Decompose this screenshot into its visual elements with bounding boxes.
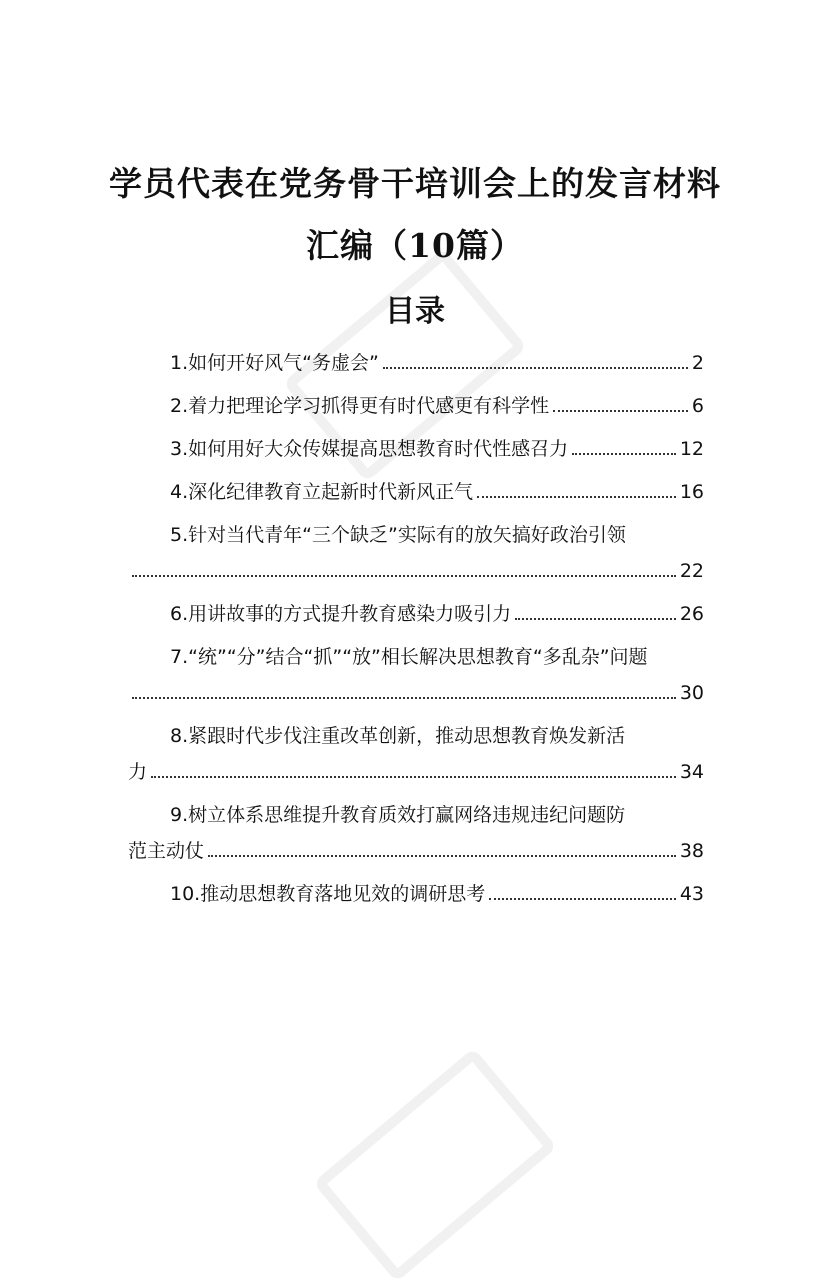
toc-entry-title-continued: 力 — [128, 761, 148, 783]
document-title-line-1: 学员代表在党务骨干培训会上的发言材料 — [109, 164, 721, 203]
toc-entry-title-continued: 范主动仗 — [128, 840, 205, 862]
toc-leader-dots — [489, 898, 676, 900]
toc-entry-title: 8.紧跟时代步伐注重改革创新，推动思想教育焕发新活 — [170, 725, 626, 747]
document-title-line-2: 汇编（10篇） — [306, 226, 524, 265]
toc-entry-5[interactable] — [128, 517, 704, 589]
toc-entry-title: 6.用讲故事的方式提升教育感染力吸引力 — [170, 603, 512, 625]
toc-entry-8[interactable] — [128, 718, 704, 790]
toc-page-number: 38 — [679, 840, 704, 862]
toc-page-number: 26 — [679, 603, 704, 625]
toc-page-number: 6 — [691, 395, 704, 417]
toc-entry-title: 5.针对当代青年“三个缺乏”实际有的放矢搞好政治引领 — [170, 524, 626, 546]
toc-entry-9[interactable] — [128, 797, 704, 869]
toc-leader-dots — [572, 453, 676, 455]
toc-entry-title: 10.推动思想教育落地见效的调研思考 — [170, 883, 486, 905]
toc-entry-title: 2.着力把理论学习抓得更有时代感更有科学性 — [170, 395, 550, 417]
toc-page-number: 22 — [679, 560, 704, 582]
watermark — [313, 1048, 557, 1282]
toc-leader-dots — [477, 496, 676, 498]
toc-page-number: 2 — [691, 352, 704, 374]
toc-heading: 目录 — [385, 294, 445, 329]
toc-page-number: 43 — [679, 883, 704, 905]
toc-entry-3[interactable] — [128, 431, 704, 467]
toc-entry-1[interactable] — [128, 345, 704, 381]
toc-entry-7[interactable] — [128, 639, 704, 711]
toc-leader-dots — [553, 410, 688, 412]
toc-entry-2[interactable] — [128, 388, 704, 424]
toc-entry-title: 7.“统”“分”结合“抓”“放”相长解决思想教育“多乱杂”问题 — [170, 646, 648, 668]
toc-page-number: 34 — [679, 761, 704, 783]
toc-entry-6[interactable] — [128, 596, 704, 632]
toc-entry-title: 4.深化纪律教育立起新时代新风正气 — [170, 481, 474, 503]
table-of-contents — [128, 345, 704, 912]
toc-leader-dots — [132, 697, 676, 699]
toc-entry-title: 3.如何用好大众传媒提高思想教育时代性感召力 — [170, 438, 569, 460]
toc-entry-title: 1.如何开好风气“务虚会” — [170, 352, 379, 374]
toc-leader-dots — [151, 776, 676, 778]
toc-leader-dots — [132, 575, 676, 577]
toc-leader-dots — [383, 367, 688, 369]
toc-entry-title: 9.树立体系思维提升教育质效打赢网络违规违纪问题防 — [170, 804, 626, 826]
toc-leader-dots — [515, 618, 676, 620]
toc-entry-10[interactable] — [128, 876, 704, 912]
toc-entry-4[interactable] — [128, 474, 704, 510]
toc-leader-dots — [208, 855, 676, 857]
toc-page-number: 16 — [679, 481, 704, 503]
toc-page-number: 12 — [679, 438, 704, 460]
toc-page-number: 30 — [679, 682, 704, 704]
